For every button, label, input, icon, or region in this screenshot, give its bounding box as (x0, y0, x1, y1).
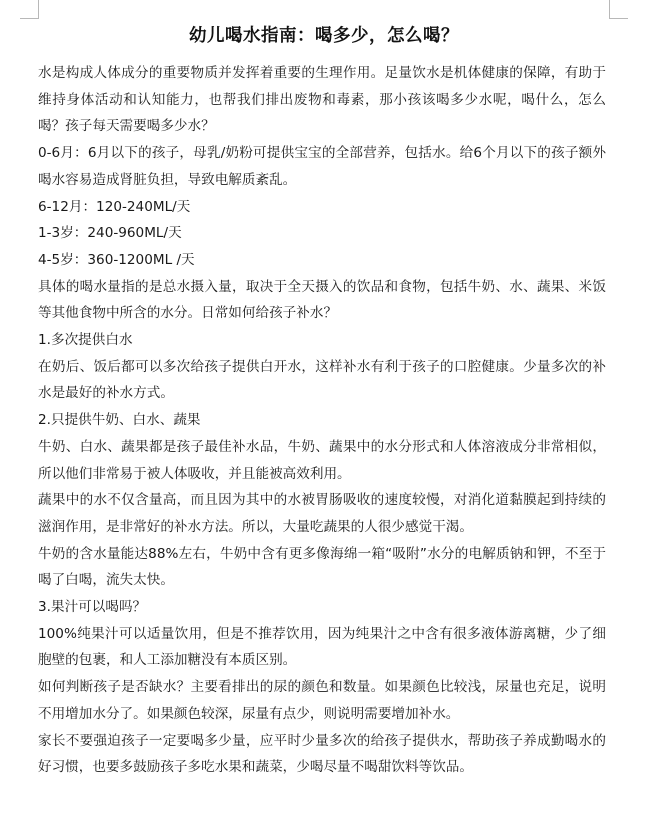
document-body (38, 60, 606, 781)
paragraph-age-0-6: 0-6月：6月以下的孩子，母乳/奶粉可提供宝宝的全部营养，包括水。给6个月以下的孩子额外喝水容易造成肾脏负担，导致电解质紊乱。 (38, 145, 606, 188)
paragraph-total-intake: 具体的喝水量指的是总水摄入量，取决于全天摄入的饮品和食物，包括牛奶、水、蔬果、米饭等其他食物中所含的水分。日常如何给孩子补水？ (38, 278, 606, 322)
document-title: 幼儿喝水指南：喝多少，怎么喝？ (189, 26, 459, 46)
paragraph-age-4-5: 4-5岁：360-1200ML /天 (38, 251, 195, 268)
paragraph-parent-advice: 家长不要强迫孩子一定要喝多少量，应平时少量多次的给孩子提供水，帮助孩子养成勤喝水的好习惯，也要多鼓励孩子多吃水果和蔬菜，少喝尽量不喝甜饮料等饮品。 (38, 732, 606, 776)
heading-2: 2.只提供牛奶、白水、蔬果 (38, 412, 201, 429)
paragraph-fruit-veg: 蔬果中的水不仅含量高，而且因为其中的水被胃肠吸收的速度较慢，对消化道黏膜起到持续的滋润作用，是非常好的补水方法。所以，大量吃蔬果的人很少感觉干渴。 (38, 492, 606, 535)
paragraph-juice: 100%纯果汁可以适量饮用，但是不推荐饮用，因为纯果汁之中含有很多液体游离糖，少了细胞壁的包裹，和人工添加糖没有本质区别。 (38, 625, 606, 669)
crop-mark-top-left (20, 0, 39, 19)
paragraph-age-1-3: 1-3岁：240-960ML/天 (38, 225, 182, 242)
paragraph-best-sources: 牛奶、白水、蔬果都是孩子最佳补水品，牛奶、蔬果中的水分形式和人体溶液成分非常相似，所以他们非常易于被人体吸收，并且能被高效利用。 (38, 438, 606, 482)
paragraph-intro: 水是构成人体成分的重要物质并发挥着重要的生理作用。足量饮水是机体健康的保障，有助于维持身体活动和认知能力，也帮我们排出废物和毒素，那小孩该喝多少水呢，喝什么，怎么喝？孩子每天需要喝多少水？ (38, 65, 606, 135)
crop-mark-top-right (609, 0, 628, 19)
heading-3: 3.果汁可以喝吗？ (38, 599, 147, 616)
paragraph-age-6-12: 6-12月：120-240ML/天 (38, 198, 191, 215)
paragraph-milk: 牛奶的含水量能达88%左右，牛奶中含有更多像海绵一箱“吸附”水分的电解质钠和钾，不至于喝了白喝，流失太快。 (38, 545, 606, 589)
paragraph-dehydration-check: 如何判断孩子是否缺水？主要看排出的尿的颜色和数量。如果颜色比较浅，尿量也充足，说明不用增加水分了。如果颜色较深，尿量有点少，则说明需要增加补水。 (38, 679, 606, 722)
paragraph-plain-water: 在奶后、饭后都可以多次给孩子提供白开水，这样补水有利于孩子的口腔健康。少量多次的补水是最好的补水方式。 (38, 358, 606, 402)
heading-1: 1.多次提供白水 (38, 332, 133, 349)
